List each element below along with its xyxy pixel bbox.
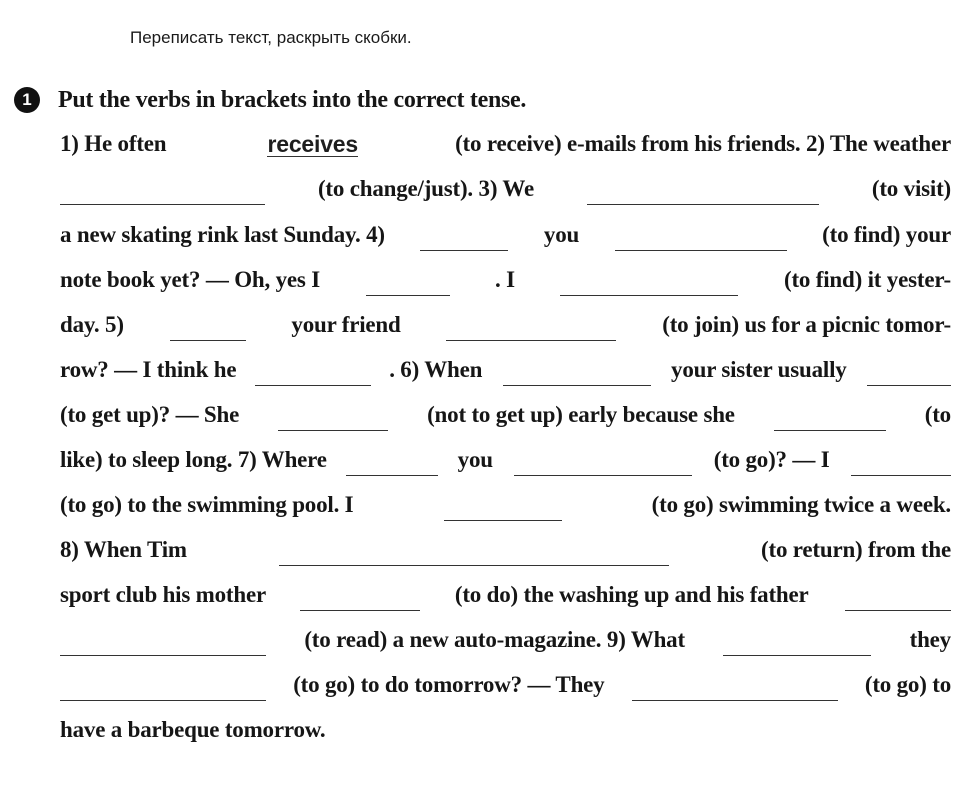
exercise-header bbox=[14, 82, 526, 118]
line-7-text-c: (to bbox=[924, 402, 951, 427]
blank-9 bbox=[255, 363, 371, 386]
line-8-text-a: like) to sleep long. 7) Where bbox=[60, 447, 327, 472]
text-line-14 bbox=[60, 710, 951, 750]
exercise-title: Put the verbs in brackets into the correct tense. bbox=[58, 86, 527, 113]
line-10-text-b: (to return) from the bbox=[761, 537, 951, 562]
text-line-1 bbox=[60, 124, 951, 164]
blank-10 bbox=[503, 363, 651, 386]
line-13-text-a: (to go) to do tomorrow? — They bbox=[293, 672, 605, 697]
line-9-text-b: (to go) swimming twice a week. bbox=[651, 492, 951, 517]
line-10-text-a: 8) When Tim bbox=[60, 537, 187, 562]
text-line-12 bbox=[60, 620, 951, 660]
text-line-4 bbox=[60, 260, 951, 300]
text-line-13 bbox=[60, 665, 951, 705]
line-6-text-c: your sister usually bbox=[671, 357, 847, 382]
answer-receives: receives bbox=[267, 130, 358, 157]
blank-16 bbox=[851, 453, 951, 476]
line-14-text-a: have a barbeque tomorrow. bbox=[60, 717, 326, 742]
line-13-text-b: (to go) to bbox=[864, 672, 951, 697]
line-2-text-a: (to change/just). 3) We bbox=[317, 176, 534, 201]
blank-7 bbox=[170, 318, 246, 341]
blank-22 bbox=[723, 633, 871, 656]
line-11-text-b: (to do) the washing up and his father bbox=[454, 582, 809, 607]
task-instruction: Переписать текст, раскрыть скобки. bbox=[130, 28, 412, 47]
line-12-text-a: (to read) a new auto-magazine. 9) What bbox=[304, 627, 685, 652]
blank-8 bbox=[446, 318, 616, 341]
blank-20 bbox=[845, 588, 951, 611]
blank-21 bbox=[60, 633, 266, 656]
line-3-text-b: you bbox=[543, 222, 580, 247]
line-1-text-b: (to receive) e-mails from his friends. 2) The weather bbox=[455, 131, 951, 156]
line-6-text-a: row? — I think he bbox=[60, 357, 237, 382]
blank-13 bbox=[774, 408, 886, 431]
blank-4 bbox=[615, 228, 787, 251]
text-line-6 bbox=[60, 350, 951, 390]
blank-1 bbox=[60, 182, 265, 205]
line-1-text-a: 1) He often bbox=[60, 131, 167, 156]
blank-14 bbox=[346, 453, 438, 476]
blank-2 bbox=[587, 182, 819, 205]
line-3-text-c: (to find) your bbox=[822, 222, 951, 247]
blank-23 bbox=[60, 678, 266, 701]
blank-17 bbox=[444, 498, 562, 521]
exercise-number-badge: 1 bbox=[14, 87, 40, 113]
line-11-text-a: sport club his mother bbox=[60, 582, 267, 607]
blank-15 bbox=[514, 453, 692, 476]
blank-19 bbox=[300, 588, 420, 611]
line-4-text-c: (to find) it yester- bbox=[784, 267, 951, 292]
text-line-9 bbox=[60, 485, 951, 525]
line-5-text-b: your friend bbox=[291, 312, 401, 337]
blank-24 bbox=[632, 678, 838, 701]
line-5-text-c: (to join) us for a picnic tomor- bbox=[662, 312, 951, 337]
text-line-2 bbox=[60, 169, 951, 209]
line-7-text-a: (to get up)? — She bbox=[60, 402, 240, 427]
blank-6 bbox=[560, 273, 738, 296]
text-line-5 bbox=[60, 305, 951, 345]
text-line-7 bbox=[60, 395, 951, 435]
line-4-text-b: . I bbox=[495, 267, 515, 292]
text-line-11 bbox=[60, 575, 951, 615]
blank-3 bbox=[420, 228, 508, 251]
text-line-3 bbox=[60, 215, 951, 255]
blank-11 bbox=[867, 363, 951, 386]
text-line-10 bbox=[60, 530, 951, 570]
line-2-text-b: (to visit) bbox=[871, 176, 951, 201]
line-6-text-b: . 6) When bbox=[389, 357, 483, 382]
line-4-text-a: note book yet? — Oh, yes I bbox=[60, 267, 320, 292]
blank-12 bbox=[278, 408, 388, 431]
text-line-8 bbox=[60, 440, 951, 480]
blank-5 bbox=[366, 273, 450, 296]
line-5-text-a: day. 5) bbox=[60, 312, 124, 337]
line-8-text-b: you bbox=[457, 447, 493, 472]
line-3-text-a: a new skating rink last Sunday. 4) bbox=[60, 222, 385, 247]
line-9-text-a: (to go) to the swimming pool. I bbox=[60, 492, 354, 517]
line-8-text-c: (to go)? — I bbox=[713, 447, 830, 472]
blank-18 bbox=[279, 543, 669, 566]
line-7-text-b: (not to get up) early because she bbox=[427, 402, 735, 427]
line-12-text-b: they bbox=[909, 627, 951, 652]
